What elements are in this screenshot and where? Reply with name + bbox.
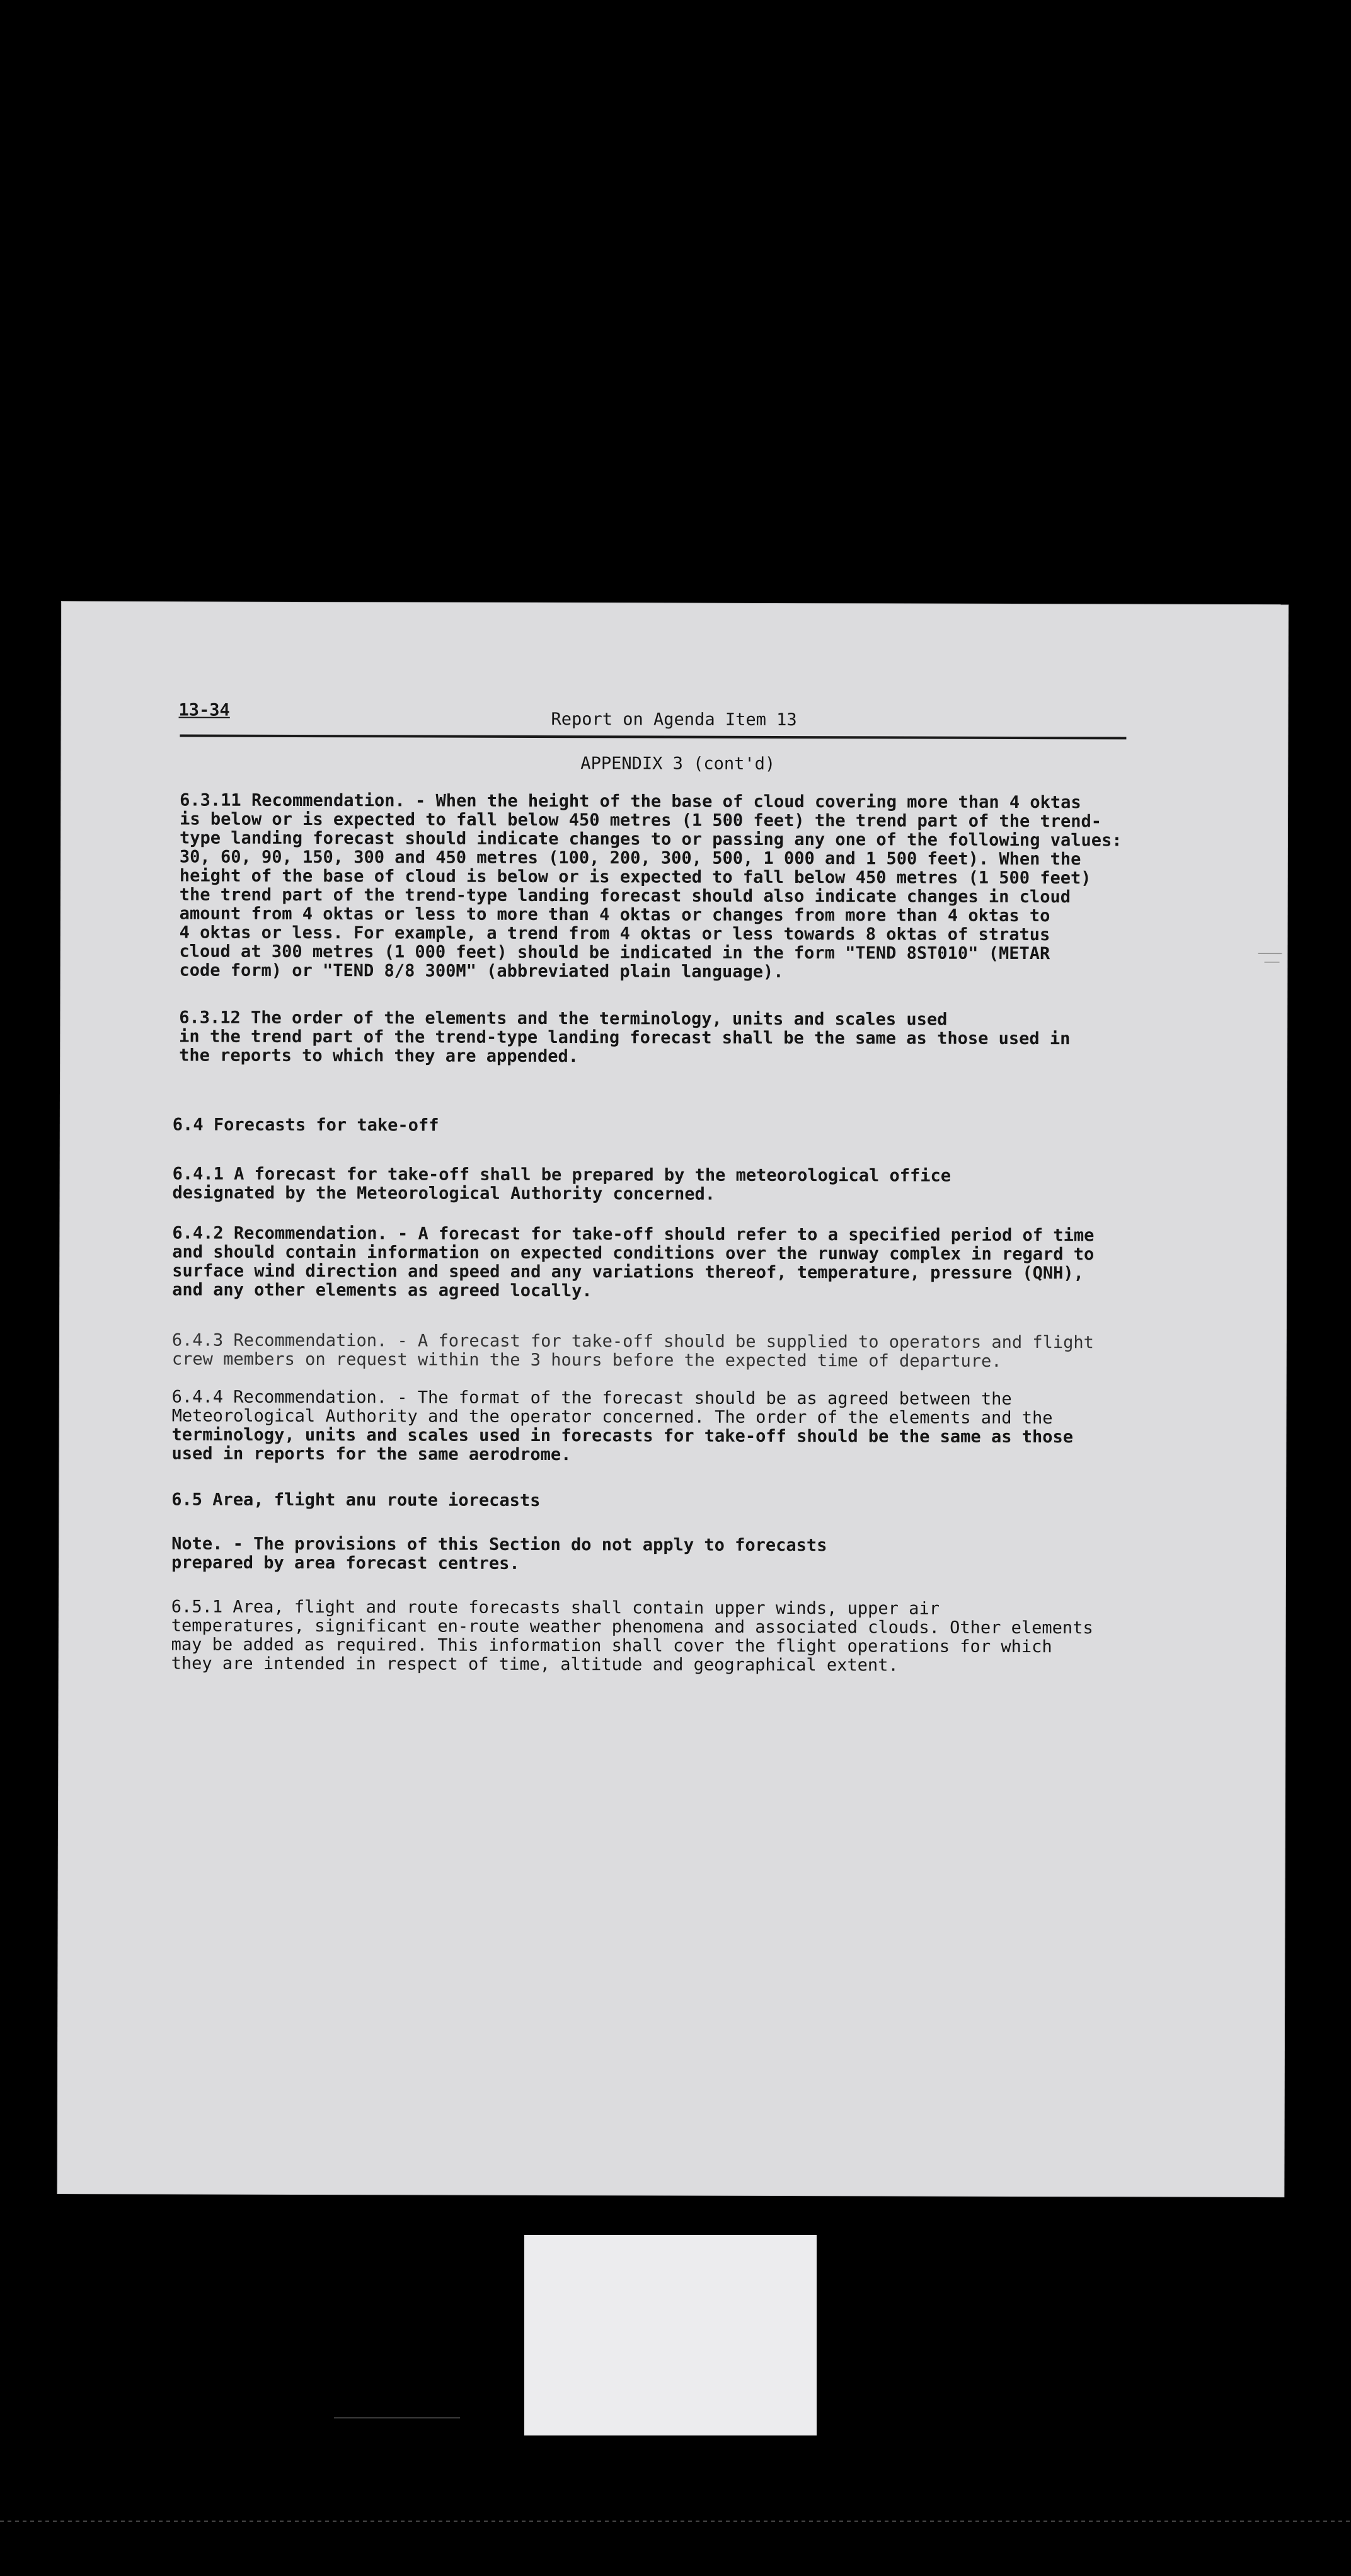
margin-mark	[1265, 962, 1280, 963]
text-line: is below or is expected to fall below 450 metres (1 500 feet) the trend part of the trend-	[180, 809, 1102, 832]
text-line: 30, 60, 90, 150, 300 and 450 metres (100, 200, 300, 500, 1 000 and 1 500 feet). When the	[179, 847, 1081, 870]
text-line: prepared by area forecast centres.	[171, 1553, 520, 1573]
text-line: temperatures, significant en-route weather phenomena and associated clouds. Other elements	[171, 1616, 1093, 1638]
page-number: 13-34	[178, 700, 230, 720]
text-line: 6.3.12 The order of the elements and the terminology, units and scales used	[179, 1008, 948, 1030]
text-line: cloud at 300 metres (1 000 feet) should be indicated in the form "TEND 8ST010" (METAR	[179, 941, 1050, 964]
text-line: terminology, units and scales used in forecasts for take-off should be the same as those	[171, 1425, 1074, 1447]
text-line: code form) or "TEND 8/8 300M" (abbreviated plain language).	[179, 960, 784, 982]
text-line: may be added as required. This information shall cover the flight operations for which	[171, 1635, 1052, 1657]
text-line: in the trend part of the trend-type landing forecast shall be the same as those used in	[179, 1026, 1071, 1049]
text-line: used in reports for the same aerodrome.	[171, 1444, 572, 1465]
text-line: height of the base of cloud is below or is expected to fall below 450 metres (1 500 feet)	[179, 866, 1091, 888]
text-line: Meteorological Authority and the operator concerned. The order of the elements and the	[171, 1406, 1053, 1429]
section-heading-6-4: 6.4 Forecasts for take-off	[172, 1115, 439, 1136]
text-line: the trend part of the trend-type landing forecast should also indicate changes in cloud	[179, 885, 1071, 907]
section-heading-6-5: 6.5 Area, flight anu route iorecasts	[171, 1490, 541, 1510]
text-line: designated by the Meteorological Authority concerned.	[172, 1183, 716, 1204]
text-line: type landing forecast should indicate changes to or passing any one of the following values:	[179, 828, 1122, 851]
text-line: Note. - The provisions of this Section do not apply to forecasts	[171, 1534, 827, 1556]
text-line: the reports to which they are appended.	[179, 1045, 579, 1067]
text-line: 4 oktas or less. For example, a trend from 4 oktas or less towards 8 oktas of stratus	[179, 923, 1050, 945]
text-line: 6.4.3 Recommendation. - A forecast for take-off should be supplied to operators and flight	[171, 1330, 1094, 1353]
text-line: 6.3.11 Recommendation. - When the height of the base of cloud covering more than 4 oktas	[180, 790, 1081, 813]
text-line: and any other elements as agreed locally.	[172, 1280, 592, 1301]
film-scratch	[334, 2417, 460, 2418]
text-line: and should contain information on expected conditions over the runway complex in regard to	[172, 1242, 1095, 1265]
text-line: 6.4.4 Recommendation. - The format of the forecast should be as agreed between the	[171, 1387, 1012, 1409]
text-line: 6.4.1 A forecast for take-off shall be prepared by the meteorological office	[172, 1164, 951, 1186]
header-rule	[180, 734, 1126, 739]
text-line: amount from 4 oktas or less to more than 4 oktas or changes from more than 4 oktas to	[179, 904, 1050, 926]
film-edge	[0, 2521, 1351, 2522]
text-line: 6.5.1 Area, flight and route forecasts shall contain upper winds, upper air	[171, 1597, 940, 1619]
text-line: they are intended in respect of time, altitude and geographical extent.	[171, 1653, 899, 1676]
report-title: Report on Agenda Item 13	[551, 710, 797, 730]
appendix-heading: APPENDIX 3 (cont'd)	[580, 754, 776, 774]
blank-target-card	[524, 2235, 817, 2435]
text-line: crew members on request within the 3 hours before the expected time of departure.	[171, 1349, 1002, 1371]
text-line: surface wind direction and speed and any variations thereof, temperature, pressure (QNH),	[172, 1261, 1084, 1284]
text-line: 6.4.2 Recommendation. - A forecast for take-off should refer to a specified period of time	[172, 1223, 1095, 1246]
document-page	[57, 602, 1288, 2197]
margin-mark	[1258, 953, 1282, 954]
